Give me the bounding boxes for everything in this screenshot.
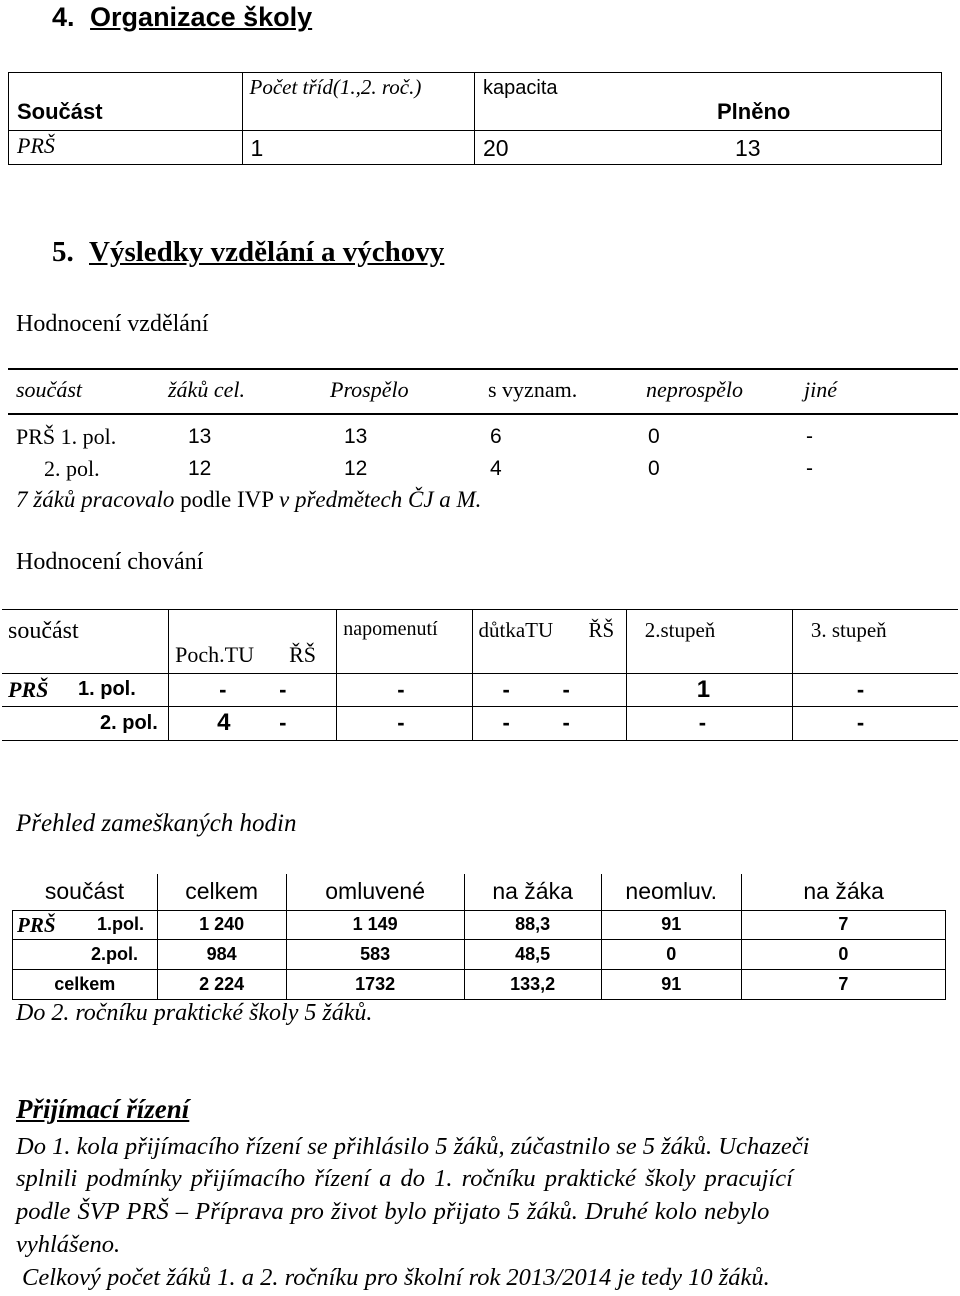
- row-soucast: PRŠ: [17, 133, 55, 158]
- zameskane-table: [12, 874, 946, 1000]
- hodnoceni-chovani-table: [2, 609, 958, 741]
- row-2-omluvene: 583: [360, 943, 391, 964]
- hodnoceni-chovani-title: Hodnocení chování: [16, 549, 204, 575]
- row-1-omluvene: 1 149: [352, 913, 398, 934]
- header-rs: ŘŠ: [289, 642, 317, 667]
- header-dutka-tu: důtkaTU: [478, 618, 554, 642]
- row-2-poch: 4: [217, 709, 231, 736]
- row-2-stupen-3: -: [856, 710, 865, 735]
- row-2-celkem: 984: [206, 943, 237, 964]
- row-kapacita: 20: [483, 135, 509, 161]
- row-2-label: 2.pol.: [91, 943, 139, 964]
- header-na-zaka-2: na žáka: [803, 878, 884, 904]
- row-2-dutka: -: [502, 710, 510, 735]
- header-s-vyznam: s vyznam.: [488, 377, 578, 402]
- hodnoceni-vzdelani-title: Hodnocení vzdělání: [16, 311, 209, 337]
- prijimaci-line-1: Do 1. kola přijímacího řízení se přihlásilo 5 žáků, zúčastnilo se 5 žáků. Uchazeči: [16, 1133, 810, 1160]
- section-4-heading: [52, 2, 312, 33]
- row-2-napomenuti: -: [397, 710, 405, 735]
- row-3-celkem: 2 224: [199, 973, 245, 994]
- row-1-poch: -: [219, 677, 227, 702]
- row-1-neprospelo: 0: [648, 425, 660, 448]
- row-1-soucast: PRŠ 1. pol.: [16, 424, 117, 449]
- header-kapacita: kapacita: [483, 77, 558, 99]
- row-1-label-a: PRŠ: [8, 677, 49, 702]
- header-stupen-2: 2.stupeň: [644, 618, 716, 642]
- header-poch-tu: Poch.TU: [175, 642, 254, 667]
- row-pocet: 1: [250, 135, 264, 161]
- row-3-na-zaka: 133,2: [510, 973, 556, 994]
- row-2-prospelo: 12: [344, 457, 368, 480]
- row-2-zaku: 12: [188, 457, 212, 480]
- section-title: Organizace školy: [90, 2, 313, 32]
- row-1-neomluv: 91: [661, 913, 682, 934]
- row-1-zaku: 13: [188, 425, 212, 448]
- section-number: 5.: [52, 236, 74, 268]
- row-1-label-b: 1. pol.: [78, 678, 136, 700]
- zameskane-title: Přehled zameškaných hodin: [16, 810, 297, 837]
- header-plneno: Plněno: [717, 99, 791, 124]
- prijimaci-line-3: podle ŠVP PRŠ – Příprava pro život bylo přijato 5 žáků. Druhé kolo nebylo: [16, 1198, 770, 1225]
- header-pocet-trid: Počet tříd(1.,2. roč.): [249, 75, 422, 99]
- header-zaku-cel: žáků cel.: [168, 377, 245, 402]
- header-neprospelo: neprospělo: [646, 377, 743, 402]
- row-2-soucast: 2. pol.: [44, 456, 100, 481]
- row-2-stupen-2: -: [698, 710, 707, 735]
- row-2-na-zaka: 48,5: [515, 943, 551, 964]
- header-celkem: celkem: [185, 878, 259, 904]
- row-2-dutka-rs: -: [562, 710, 570, 735]
- ivp-note: [16, 487, 481, 513]
- section-number: 4.: [52, 2, 75, 32]
- ivp-note-b: podle IVP: [180, 487, 274, 512]
- header-stupen-3: 3. stupeň: [810, 618, 887, 642]
- row-1-prospelo: 13: [344, 425, 368, 448]
- header-soucast: Součást: [17, 99, 103, 124]
- row-1-celkem: 1 240: [199, 913, 245, 934]
- row-2-na-zaka-2: 0: [838, 943, 849, 964]
- header-omluvene: omluvené: [325, 878, 425, 904]
- row-1-stupen-2: 1: [696, 676, 711, 703]
- row-2-vyznam: 4: [490, 457, 502, 480]
- ivp-note-a: 7 žáků pracovalo: [16, 487, 175, 512]
- row-1-vyznam: 6: [490, 425, 502, 448]
- prijimaci-title: Přijímací řízení: [16, 1094, 190, 1124]
- row-1-napomenuti: -: [397, 677, 405, 702]
- ivp-note-c: v předmětech ČJ a M.: [278, 487, 482, 512]
- header-napomenuti: napomenutí: [343, 618, 438, 640]
- prijimaci-line-5: Celkový počet žáků 1. a 2. ročníku pro školní rok 2013/2014 je tedy 10 žáků.: [22, 1264, 770, 1291]
- section-5-heading: [52, 236, 444, 269]
- header-soucast: součást: [8, 618, 79, 644]
- row-1-dutka-rs: -: [562, 677, 570, 702]
- header-soucast: součást: [44, 878, 125, 904]
- row-1-label-a: PRŠ: [17, 912, 56, 937]
- organizace-table: [8, 72, 942, 165]
- header-na-zaka: na žáka: [492, 878, 573, 904]
- header-dutka-rs: ŘŠ: [588, 618, 615, 642]
- row-2-rs: -: [279, 710, 287, 735]
- row-2-neomluv: 0: [666, 943, 677, 964]
- section-title: Výsledky vzdělání a výchovy: [89, 236, 445, 268]
- row-3-na-zaka-2: 7: [838, 973, 849, 994]
- row-1-rs: -: [279, 677, 287, 702]
- zameskane-note: Do 2. ročníku praktické školy 5 žáků.: [16, 1000, 373, 1026]
- prijimaci-line-2: splnili podmínky přijímacího řízení a do 1. ročníku praktické školy pracující: [16, 1165, 793, 1192]
- prijimaci-line-4: vyhlášeno.: [16, 1231, 121, 1258]
- row-1-na-zaka-2: 7: [838, 913, 849, 934]
- row-2-label: 2. pol.: [100, 712, 158, 734]
- row-3-neomluv: 91: [661, 973, 682, 994]
- row-3-omluvene: 1732: [355, 973, 396, 994]
- row-1-jine: -: [806, 425, 813, 448]
- row-1-dutka: -: [502, 677, 510, 702]
- header-prospelo: Prospělo: [330, 377, 409, 402]
- header-neomluv: neomluv.: [625, 878, 718, 904]
- row-2-neprospelo: 0: [648, 457, 660, 480]
- row-2-jine: -: [806, 457, 813, 480]
- row-1-stupen-3: -: [856, 677, 865, 702]
- row-3-label: celkem: [54, 973, 116, 994]
- header-jine: jiné: [804, 377, 837, 402]
- row-1-label-b: 1.pol.: [97, 913, 145, 934]
- row-1-na-zaka: 88,3: [515, 913, 551, 934]
- header-soucast: součást: [16, 377, 82, 402]
- row-plneno: 13: [735, 135, 761, 161]
